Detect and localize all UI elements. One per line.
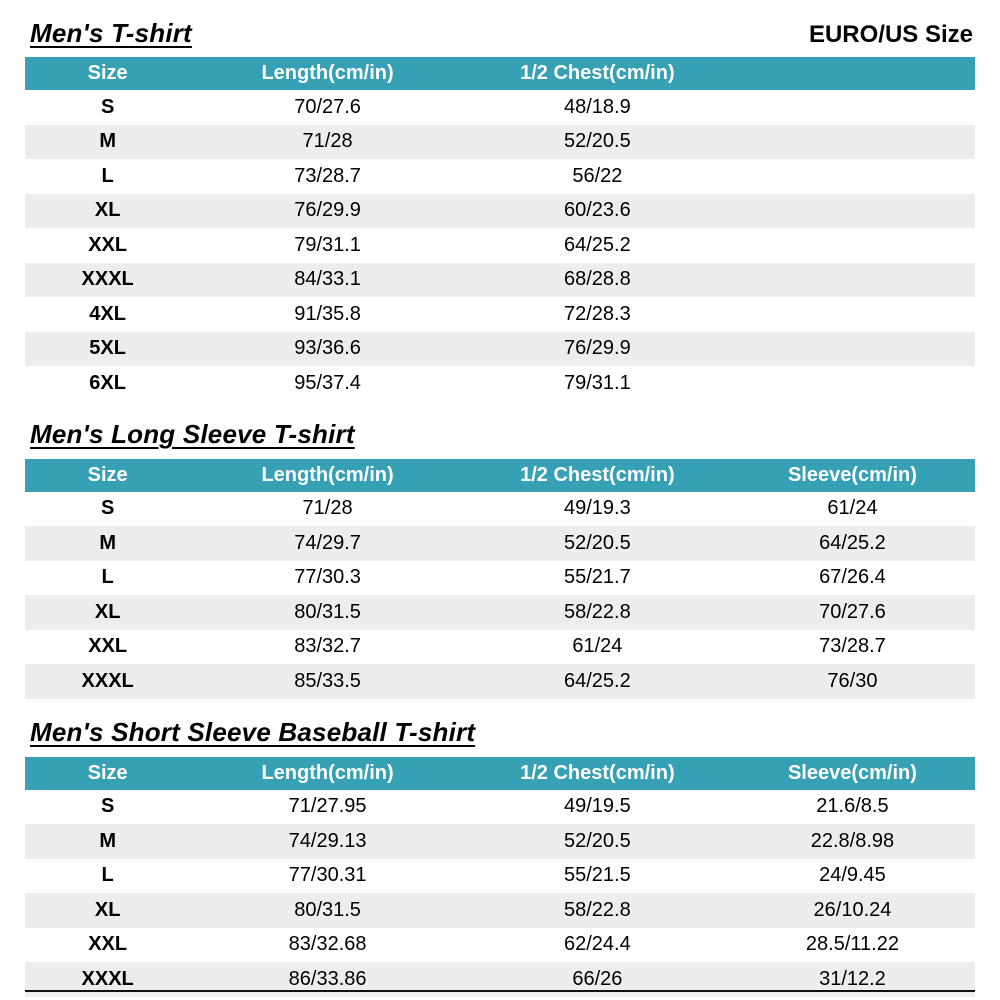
- value-cell: 21.6/8.5: [816, 795, 889, 818]
- value-cell: 77/30.3: [294, 566, 361, 589]
- mens-tshirt-size-table: [25, 57, 975, 401]
- value-cell: 77/30.31: [288, 864, 367, 887]
- value-cell: 52/20.5: [564, 531, 631, 554]
- value-cell: 55/21.5: [564, 864, 631, 887]
- size-cell: XXXL: [81, 669, 134, 692]
- value-cell: 70/27.6: [294, 95, 361, 118]
- value-cell: [730, 90, 975, 125]
- size-cell: L: [101, 164, 114, 187]
- value-cell: 64/25.2: [564, 233, 631, 256]
- column-header: Size: [25, 459, 190, 492]
- value-cell: [730, 263, 975, 298]
- mens-short-sleeve-baseball-tshirt-size-table: [25, 757, 975, 997]
- value-cell: 56/22: [572, 164, 623, 187]
- size-cell: M: [99, 531, 116, 554]
- value-cell: 61/24: [572, 635, 623, 658]
- column-header: Size: [25, 57, 190, 90]
- size-cell: XXL: [88, 233, 128, 256]
- value-cell: [730, 159, 975, 194]
- value-cell: 83/32.7: [294, 635, 361, 658]
- value-cell: 24/9.45: [819, 864, 886, 887]
- value-cell: 28.5/11.22: [805, 933, 899, 956]
- size-cell: XL: [94, 898, 121, 921]
- table-row: [25, 526, 975, 561]
- value-cell: 70/27.6: [819, 600, 886, 623]
- size-cell: M: [99, 829, 116, 852]
- value-cell: 67/26.4: [819, 566, 886, 589]
- column-header: Length(cm/in): [190, 459, 465, 492]
- size-cell: 4XL: [89, 302, 126, 325]
- value-cell: [730, 366, 975, 401]
- value-cell: 80/31.5: [294, 898, 361, 921]
- value-cell: 64/25.2: [819, 531, 886, 554]
- value-cell: 74/29.7: [294, 531, 361, 554]
- size-cell: XXXL: [81, 967, 134, 990]
- table-row: [25, 561, 975, 596]
- table-row: [25, 492, 975, 527]
- table-row: [25, 893, 975, 928]
- column-header: Sleeve(cm/in): [730, 757, 975, 790]
- value-cell: 49/19.3: [564, 497, 631, 520]
- value-cell: 58/22.8: [564, 898, 631, 921]
- size-cell: S: [100, 795, 115, 818]
- value-cell: 61/24: [827, 497, 878, 520]
- table-row: [25, 194, 975, 229]
- size-cell: XL: [94, 199, 121, 222]
- value-cell: 66/26: [572, 967, 623, 990]
- size-cell: L: [101, 566, 114, 589]
- table-row: [25, 630, 975, 665]
- value-cell: 72/28.3: [564, 302, 631, 325]
- table-title-mens-long-sleeve-tshirt: Men's Long Sleeve T-shirt: [30, 418, 355, 449]
- table-row: [25, 859, 975, 894]
- column-header: 1/2 Chest(cm/in): [465, 757, 730, 790]
- size-cell: XXL: [88, 635, 128, 658]
- value-cell: 68/28.8: [564, 268, 631, 291]
- value-cell: 93/36.6: [294, 337, 361, 360]
- table-row: [25, 332, 975, 367]
- table-row: [25, 664, 975, 699]
- value-cell: 60/23.6: [564, 199, 631, 222]
- table-row: [25, 824, 975, 859]
- value-cell: 74/29.13: [288, 829, 367, 852]
- column-header: Sleeve(cm/in): [730, 459, 975, 492]
- value-cell: 86/33.86: [288, 967, 367, 990]
- size-cell: L: [101, 864, 114, 887]
- size-cell: 6XL: [89, 371, 126, 394]
- value-cell: 73/28.7: [819, 635, 886, 658]
- value-cell: [730, 297, 975, 332]
- value-cell: 64/25.2: [564, 669, 631, 692]
- size-cell: M: [99, 130, 116, 153]
- value-cell: [730, 125, 975, 160]
- value-cell: 71/28: [302, 130, 353, 153]
- value-cell: 85/33.5: [294, 669, 361, 692]
- value-cell: 73/28.7: [294, 164, 361, 187]
- value-cell: 80/31.5: [294, 600, 361, 623]
- column-header: [730, 57, 975, 90]
- size-cell: 5XL: [89, 337, 126, 360]
- value-cell: 91/35.8: [294, 302, 361, 325]
- table-row: [25, 263, 975, 298]
- value-cell: 95/37.4: [294, 371, 361, 394]
- value-cell: 58/22.8: [564, 600, 631, 623]
- column-header: 1/2 Chest(cm/in): [465, 57, 730, 90]
- value-cell: 79/31.1: [294, 233, 361, 256]
- value-cell: 49/19.5: [564, 795, 631, 818]
- value-cell: 22.8/8.98: [810, 829, 895, 852]
- mens-long-sleeve-tshirt-size-table: [25, 459, 975, 699]
- size-cell: S: [100, 497, 115, 520]
- table-row: [25, 366, 975, 401]
- value-cell: 48/18.9: [564, 95, 631, 118]
- header-row: [25, 57, 975, 90]
- value-cell: [730, 228, 975, 263]
- size-standard-label: EURO/US Size: [808, 21, 973, 48]
- value-cell: 55/21.7: [564, 566, 631, 589]
- value-cell: 76/29.9: [294, 199, 361, 222]
- size-cell: S: [100, 95, 115, 118]
- header-row: [25, 757, 975, 790]
- table-row: [25, 595, 975, 630]
- value-cell: 84/33.1: [294, 268, 361, 291]
- value-cell: [730, 194, 975, 229]
- table-row: [25, 125, 975, 160]
- value-cell: [730, 332, 975, 367]
- value-cell: 79/31.1: [564, 371, 631, 394]
- table-row: [25, 90, 975, 125]
- value-cell: 52/20.5: [564, 829, 631, 852]
- size-cell: XL: [94, 600, 121, 623]
- value-cell: 26/10.24: [813, 898, 892, 921]
- table-title-mens-tshirt: Men's T-shirt: [30, 18, 192, 48]
- table-row: [25, 297, 975, 332]
- column-header: 1/2 Chest(cm/in): [465, 459, 730, 492]
- value-cell: 76/29.9: [564, 337, 631, 360]
- header-row: [25, 459, 975, 492]
- table-row: [25, 228, 975, 263]
- table-row: [25, 159, 975, 194]
- column-header: Size: [25, 757, 190, 790]
- value-cell: 83/32.68: [288, 933, 367, 956]
- page-header: [25, 18, 975, 49]
- value-cell: 31/12.2: [819, 967, 886, 990]
- table-row: [25, 790, 975, 825]
- value-cell: 71/27.95: [288, 795, 367, 818]
- value-cell: 52/20.5: [564, 130, 631, 153]
- value-cell: 62/24.4: [564, 933, 631, 956]
- column-header: Length(cm/in): [190, 757, 465, 790]
- value-cell: 76/30: [827, 669, 878, 692]
- column-header: Length(cm/in): [190, 57, 465, 90]
- table-title-mens-short-sleeve-baseball-tshirt: Men's Short Sleeve Baseball T-shirt: [30, 716, 476, 747]
- bottom-divider: [25, 990, 975, 992]
- table-row: [25, 928, 975, 963]
- value-cell: 71/28: [302, 497, 353, 520]
- size-cell: XXL: [88, 933, 128, 956]
- size-cell: XXXL: [81, 268, 134, 291]
